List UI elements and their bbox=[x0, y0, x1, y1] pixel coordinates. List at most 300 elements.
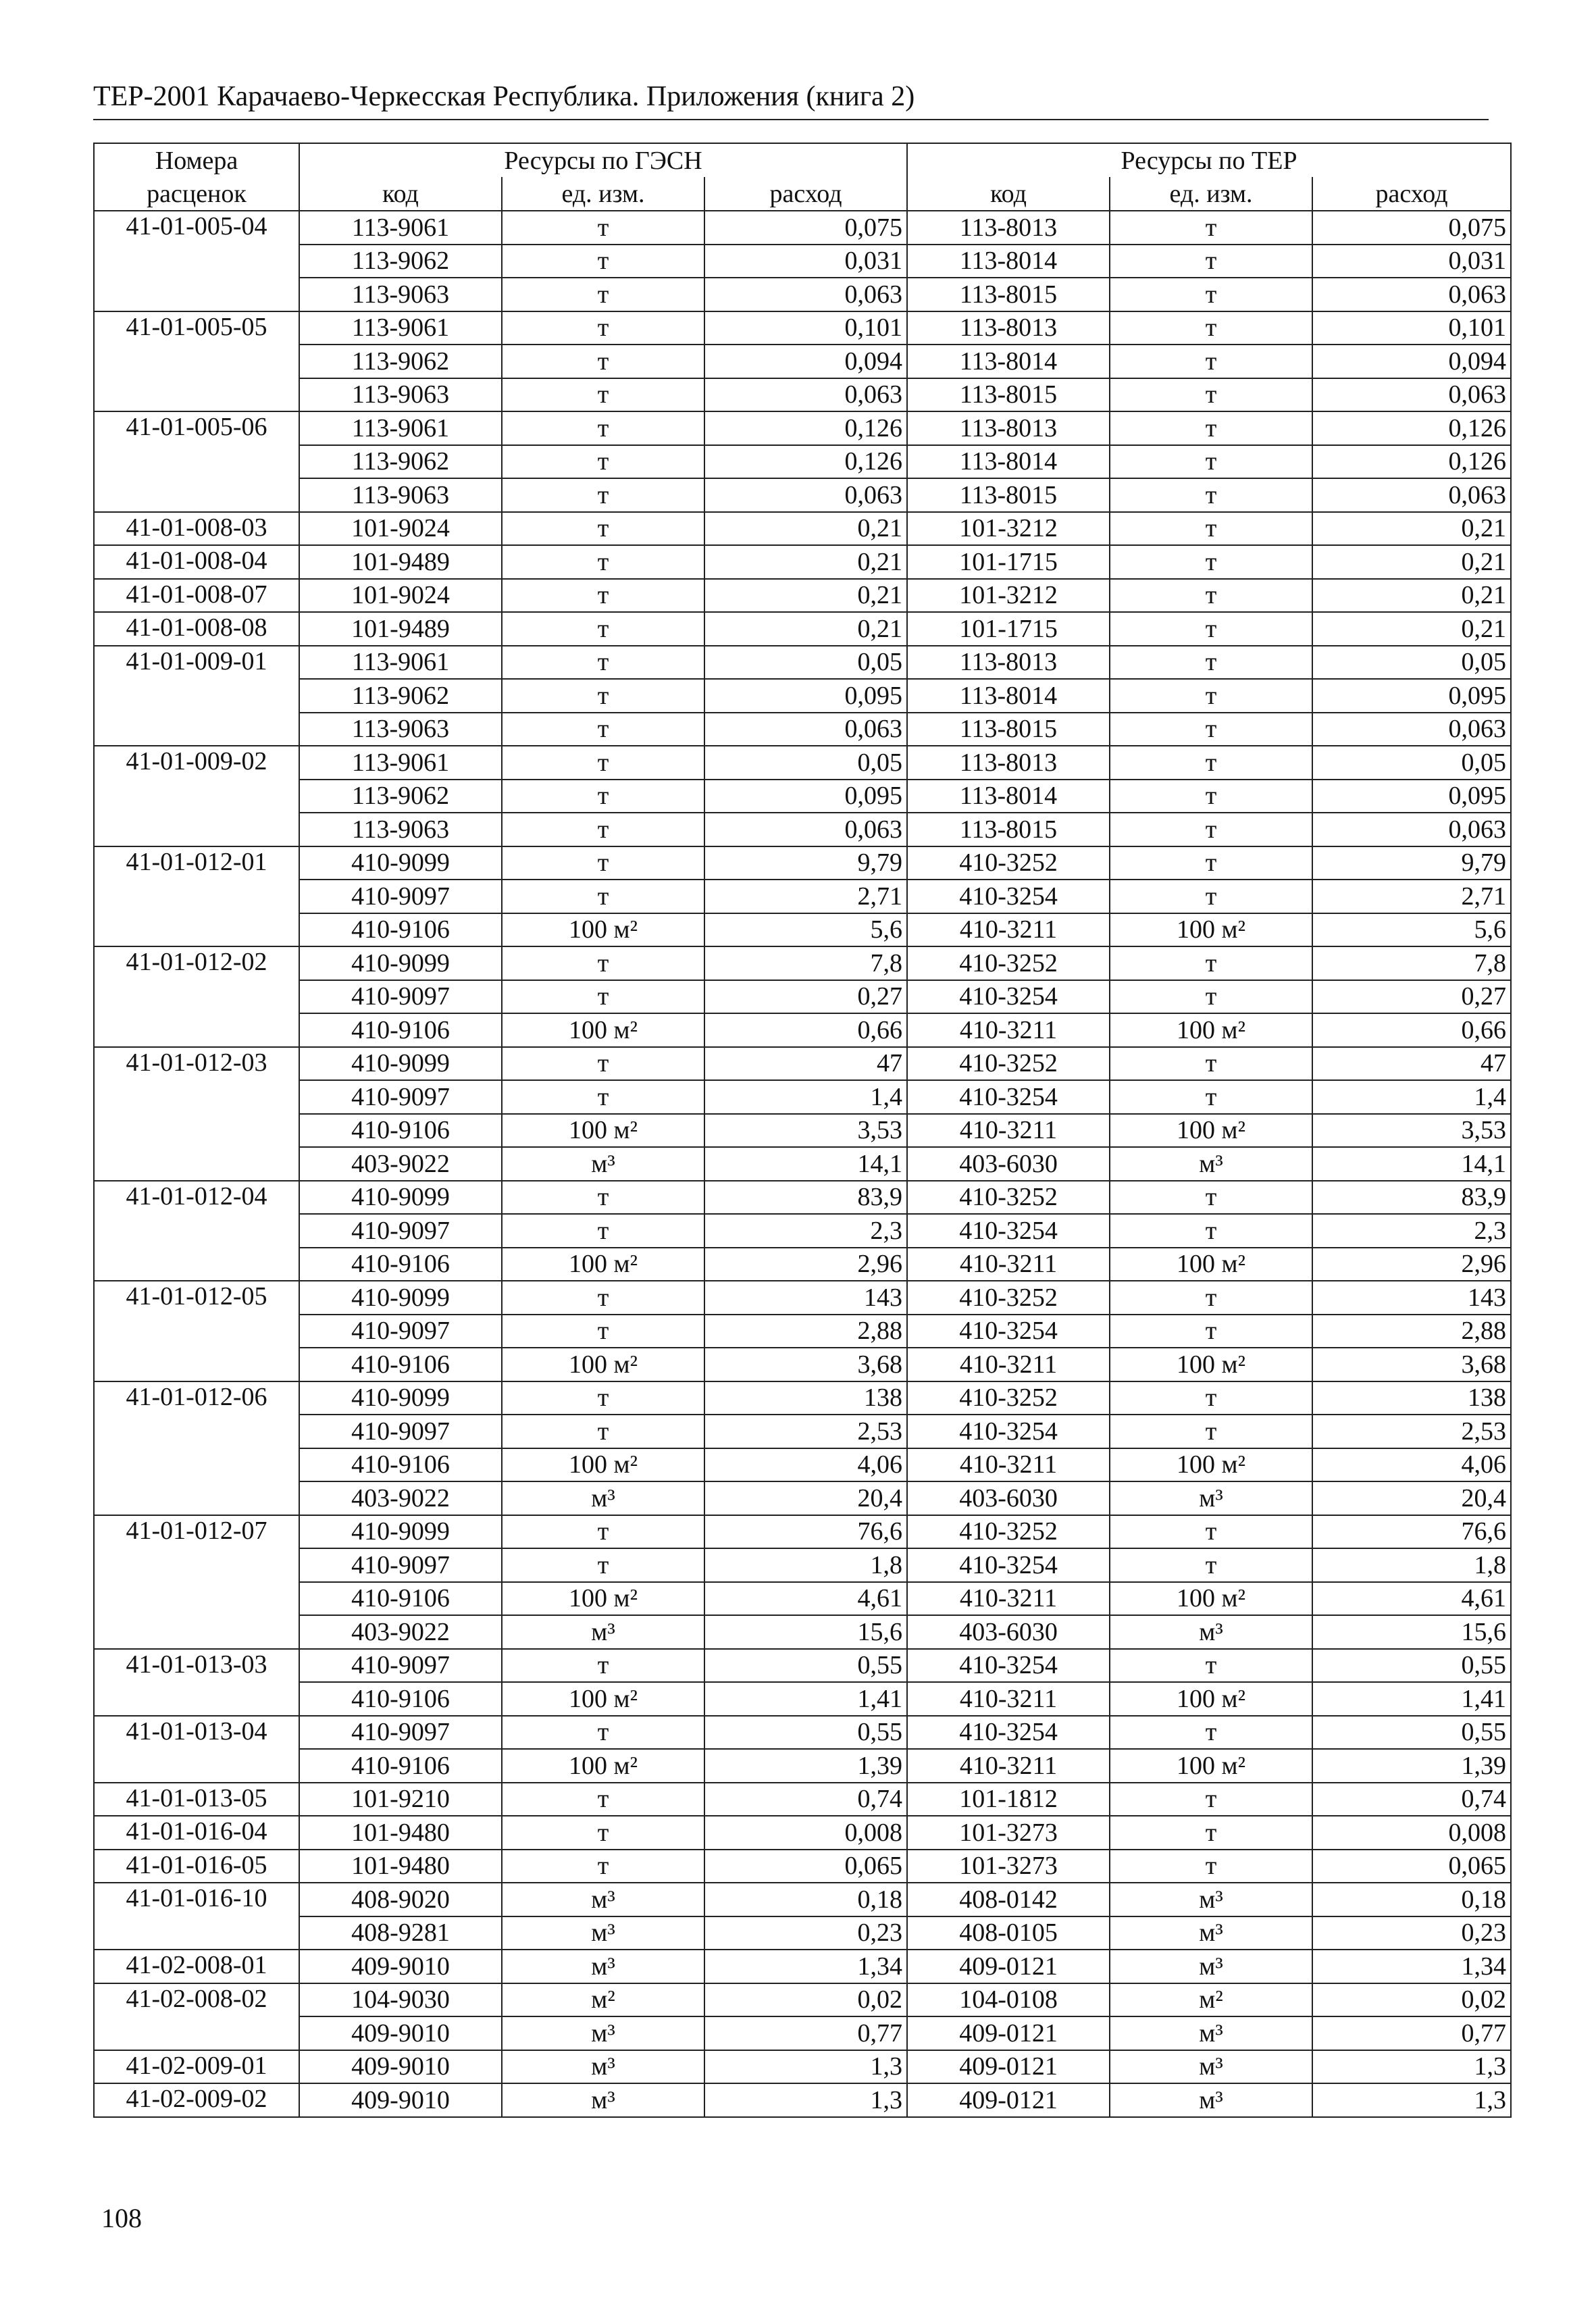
ter-unit-cell: т bbox=[1110, 1816, 1312, 1850]
table-row bbox=[94, 612, 1511, 646]
ter-unit-cell: т bbox=[1110, 612, 1312, 646]
ter-code-cell: 113-8015 bbox=[907, 713, 1110, 746]
table-row bbox=[94, 780, 1511, 813]
ter-code-cell: 410-3254 bbox=[907, 1415, 1110, 1448]
gesn-unit-cell: т bbox=[502, 378, 704, 412]
table-row bbox=[94, 1080, 1511, 1114]
ter-consumption-cell: 1,4 bbox=[1312, 1080, 1511, 1114]
table-row bbox=[94, 1749, 1511, 1783]
table-row bbox=[94, 646, 1511, 680]
table-row bbox=[94, 813, 1511, 846]
rate-number-cell: 41-01-008-04 bbox=[94, 545, 299, 579]
rate-number-cell: 41-01-012-05 bbox=[94, 1281, 299, 1381]
ter-unit-cell: т bbox=[1110, 946, 1312, 980]
ter-unit-cell: т bbox=[1110, 311, 1312, 345]
gesn-unit-cell: т bbox=[502, 1515, 704, 1549]
gesn-code-cell: 410-9099 bbox=[299, 1281, 502, 1315]
ter-code-cell: 410-3211 bbox=[907, 1749, 1110, 1783]
gesn-unit-cell: т bbox=[502, 211, 704, 245]
gesn-consumption-cell: 0,21 bbox=[704, 579, 907, 613]
ter-consumption-cell: 3,68 bbox=[1312, 1348, 1511, 1381]
ter-code-cell: 113-8014 bbox=[907, 245, 1110, 278]
ter-consumption-cell: 0,55 bbox=[1312, 1649, 1511, 1683]
gesn-consumption-cell: 0,065 bbox=[704, 1850, 907, 1883]
ter-code-cell: 410-3211 bbox=[907, 1013, 1110, 1047]
gesn-consumption-cell: 0,23 bbox=[704, 1916, 907, 1950]
ter-code-cell: 113-8013 bbox=[907, 646, 1110, 680]
ter-unit-cell: т bbox=[1110, 679, 1312, 713]
ter-unit-cell: 100 м² bbox=[1110, 1114, 1312, 1148]
gesn-code-cell: 101-9480 bbox=[299, 1816, 502, 1850]
ter-code-cell: 410-3254 bbox=[907, 1649, 1110, 1683]
table-row bbox=[94, 1649, 1511, 1683]
gesn-unit-cell: 100 м² bbox=[502, 1348, 704, 1381]
gesn-consumption-cell: 83,9 bbox=[704, 1181, 907, 1215]
ter-unit-cell: т bbox=[1110, 1716, 1312, 1750]
gesn-code-cell: 101-9210 bbox=[299, 1783, 502, 1816]
ter-unit-cell: т bbox=[1110, 1850, 1312, 1883]
gesn-unit-cell: т bbox=[502, 1047, 704, 1081]
gesn-consumption-cell: 0,063 bbox=[704, 278, 907, 311]
gesn-unit-cell: м³ bbox=[502, 1916, 704, 1950]
ter-code-cell: 113-8013 bbox=[907, 746, 1110, 780]
gesn-unit-cell: т bbox=[502, 880, 704, 913]
ter-code-cell: 113-8013 bbox=[907, 211, 1110, 245]
gesn-code-cell: 113-9063 bbox=[299, 278, 502, 311]
ter-consumption-cell: 0,21 bbox=[1312, 579, 1511, 613]
gesn-code-cell: 113-9063 bbox=[299, 478, 502, 512]
ter-consumption-cell: 4,06 bbox=[1312, 1448, 1511, 1482]
ter-unit-cell: т bbox=[1110, 478, 1312, 512]
ter-consumption-cell: 4,61 bbox=[1312, 1582, 1511, 1616]
gesn-unit-cell: т bbox=[502, 780, 704, 813]
ter-unit-cell: 100 м² bbox=[1110, 1749, 1312, 1783]
gesn-unit-cell: т bbox=[502, 1850, 704, 1883]
table-row bbox=[94, 946, 1511, 980]
ter-consumption-cell: 0,21 bbox=[1312, 545, 1511, 579]
gesn-consumption-cell: 0,031 bbox=[704, 245, 907, 278]
table-row bbox=[94, 1481, 1511, 1515]
ter-consumption-cell: 0,77 bbox=[1312, 2016, 1511, 2050]
ter-unit-cell: т bbox=[1110, 813, 1312, 846]
table-row bbox=[94, 512, 1511, 546]
rate-number-cell: 41-01-008-03 bbox=[94, 512, 299, 546]
ter-unit-cell: т bbox=[1110, 512, 1312, 546]
gesn-unit-cell: т bbox=[502, 411, 704, 445]
gesn-code-cell: 403-9022 bbox=[299, 1147, 502, 1181]
ter-code-cell: 409-0121 bbox=[907, 2083, 1110, 2117]
ter-unit-cell: т bbox=[1110, 579, 1312, 613]
gesn-code-cell: 113-9061 bbox=[299, 211, 502, 245]
gesn-code-cell: 410-9097 bbox=[299, 880, 502, 913]
gesn-unit-cell: т bbox=[502, 1548, 704, 1582]
ter-unit-cell: т bbox=[1110, 411, 1312, 445]
ter-consumption-cell: 0,075 bbox=[1312, 211, 1511, 245]
gesn-consumption-cell: 138 bbox=[704, 1381, 907, 1415]
gesn-code-cell: 410-9106 bbox=[299, 1582, 502, 1616]
gesn-consumption-cell: 15,6 bbox=[704, 1615, 907, 1649]
ter-unit-cell: т bbox=[1110, 445, 1312, 479]
ter-code-cell: 410-3254 bbox=[907, 1716, 1110, 1750]
rates-column-header: Номера bbox=[94, 143, 299, 177]
gesn-consumption-cell: 0,21 bbox=[704, 512, 907, 546]
ter-consumption-cell: 0,23 bbox=[1312, 1916, 1511, 1950]
ter-code-cell: 410-3211 bbox=[907, 1448, 1110, 1482]
ter-consumption-cell: 1,3 bbox=[1312, 2083, 1511, 2117]
gesn-consumption-cell: 3,53 bbox=[704, 1114, 907, 1148]
ter-unit-cell: м³ bbox=[1110, 1481, 1312, 1515]
ter-code-cell: 113-8015 bbox=[907, 478, 1110, 512]
table-row bbox=[94, 1682, 1511, 1716]
gesn-consumption-cell: 0,063 bbox=[704, 378, 907, 412]
gesn-consumption-cell: 0,126 bbox=[704, 445, 907, 479]
ter-unit-cell: т bbox=[1110, 1649, 1312, 1683]
gesn-unit-cell: т bbox=[502, 1080, 704, 1114]
rate-number-cell: 41-01-013-03 bbox=[94, 1649, 299, 1716]
gesn-consumption-cell: 3,68 bbox=[704, 1348, 907, 1381]
ter-code-cell: 104-0108 bbox=[907, 1983, 1110, 2017]
ter-unit-cell: м³ bbox=[1110, 1950, 1312, 1983]
ter-consumption-cell: 0,095 bbox=[1312, 679, 1511, 713]
table-row bbox=[94, 880, 1511, 913]
rate-number-cell: 41-01-016-04 bbox=[94, 1816, 299, 1850]
gesn-unit-cell: т bbox=[502, 1783, 704, 1816]
table-row bbox=[94, 211, 1511, 245]
ter-code-cell: 409-0121 bbox=[907, 1950, 1110, 1983]
table-row bbox=[94, 1281, 1511, 1315]
gesn-unit-cell: т bbox=[502, 545, 704, 579]
table-row bbox=[94, 1248, 1511, 1281]
gesn-group-header: Ресурсы по ГЭСН bbox=[299, 143, 907, 177]
ter-consumption-cell: 0,065 bbox=[1312, 1850, 1511, 1883]
gesn-unit-cell: м³ bbox=[502, 1950, 704, 1983]
gesn-consumption-cell: 143 bbox=[704, 1281, 907, 1315]
gesn-consumption-cell: 2,53 bbox=[704, 1415, 907, 1448]
gesn-code-cell: 410-9106 bbox=[299, 1348, 502, 1381]
gesn-unit-cell: м³ bbox=[502, 1481, 704, 1515]
gesn-code-cell: 410-9106 bbox=[299, 913, 502, 947]
rates-column-header-line2: расценок bbox=[94, 177, 299, 211]
ter-code-cell: 410-3252 bbox=[907, 1047, 1110, 1081]
gesn-code-cell: 113-9063 bbox=[299, 813, 502, 846]
ter-unit-cell: 100 м² bbox=[1110, 1013, 1312, 1047]
gesn-unit-cell: м³ bbox=[502, 2050, 704, 2084]
table-row bbox=[94, 1214, 1511, 1248]
gesn-code-cell: 410-9106 bbox=[299, 1114, 502, 1148]
gesn-unit-cell: т bbox=[502, 1181, 704, 1215]
ter-consumption-cell: 0,05 bbox=[1312, 746, 1511, 780]
gesn-unit-cell: т bbox=[502, 846, 704, 880]
ter-code-cell: 101-3273 bbox=[907, 1850, 1110, 1883]
table-row bbox=[94, 1181, 1511, 1215]
ter-code-cell: 101-3212 bbox=[907, 512, 1110, 546]
ter-unit-cell: т bbox=[1110, 880, 1312, 913]
gesn-code-cell: 410-9099 bbox=[299, 846, 502, 880]
gesn-consumption-cell: 0,063 bbox=[704, 713, 907, 746]
gesn-code-cell: 410-9106 bbox=[299, 1013, 502, 1047]
ter-code-cell: 113-8014 bbox=[907, 445, 1110, 479]
table-row bbox=[94, 846, 1511, 880]
gesn-unit-cell: м³ bbox=[502, 1615, 704, 1649]
gesn-code-cell: 410-9097 bbox=[299, 980, 502, 1014]
gesn-code-cell: 409-9010 bbox=[299, 2016, 502, 2050]
ter-code-cell: 409-0121 bbox=[907, 2016, 1110, 2050]
gesn-consumption-cell: 2,88 bbox=[704, 1315, 907, 1348]
gesn-code-cell: 409-9010 bbox=[299, 1950, 502, 1983]
ter-consumption-cell: 0,063 bbox=[1312, 478, 1511, 512]
resources-table bbox=[93, 143, 1512, 2118]
ter-unit-cell: т bbox=[1110, 780, 1312, 813]
ter-code-cell: 409-0121 bbox=[907, 2050, 1110, 2084]
gesn-code-cell: 403-9022 bbox=[299, 1481, 502, 1515]
gesn-unit-cell: т bbox=[502, 746, 704, 780]
ter-code-cell: 403-6030 bbox=[907, 1615, 1110, 1649]
gesn-code-cell: 101-9480 bbox=[299, 1850, 502, 1883]
rate-number-cell: 41-01-005-06 bbox=[94, 411, 299, 512]
ter-consumption-cell: 0,063 bbox=[1312, 278, 1511, 311]
rate-number-cell: 41-01-008-08 bbox=[94, 612, 299, 646]
ter-consumption-cell: 0,27 bbox=[1312, 980, 1511, 1014]
gesn-code-cell: 410-9106 bbox=[299, 1682, 502, 1716]
table-row bbox=[94, 378, 1511, 412]
gesn-code-cell: 409-9010 bbox=[299, 2083, 502, 2117]
ter-unit-cell: т bbox=[1110, 1515, 1312, 1549]
table-row bbox=[94, 278, 1511, 311]
ter-code-cell: 113-8015 bbox=[907, 813, 1110, 846]
gesn-consumption-cell: 0,075 bbox=[704, 211, 907, 245]
gesn-consumption-cell: 0,008 bbox=[704, 1816, 907, 1850]
gesn-consumption-cell: 0,55 bbox=[704, 1716, 907, 1750]
rate-number-cell: 41-01-005-05 bbox=[94, 311, 299, 412]
table-row bbox=[94, 2016, 1511, 2050]
rate-number-cell: 41-01-012-04 bbox=[94, 1181, 299, 1281]
table-row bbox=[94, 1883, 1511, 1916]
page-header-title: ТЕР-2001 Карачаево-Черкесская Республика. Приложения (книга 2) bbox=[93, 81, 915, 112]
gesn-consumption-cell: 2,3 bbox=[704, 1214, 907, 1248]
rate-number-cell: 41-01-012-07 bbox=[94, 1515, 299, 1649]
ter-unit-cell: т bbox=[1110, 245, 1312, 278]
gesn-code-cell: 410-9097 bbox=[299, 1214, 502, 1248]
gesn-consumption-cell: 0,094 bbox=[704, 345, 907, 378]
ter-consumption-cell: 0,05 bbox=[1312, 646, 1511, 680]
gesn-code-cell: 409-9010 bbox=[299, 2050, 502, 2084]
table-row bbox=[94, 1448, 1511, 1482]
ter-code-header: код bbox=[907, 177, 1110, 211]
gesn-consumption-cell: 0,063 bbox=[704, 813, 907, 846]
table-row bbox=[94, 245, 1511, 278]
ter-code-cell: 403-6030 bbox=[907, 1147, 1110, 1181]
table-row bbox=[94, 478, 1511, 512]
ter-unit-cell: м³ bbox=[1110, 1147, 1312, 1181]
ter-consumption-cell: 0,063 bbox=[1312, 713, 1511, 746]
ter-code-cell: 410-3254 bbox=[907, 1080, 1110, 1114]
table-row bbox=[94, 311, 1511, 345]
ter-code-cell: 113-8014 bbox=[907, 345, 1110, 378]
ter-code-cell: 113-8015 bbox=[907, 378, 1110, 412]
gesn-consumption-cell: 0,05 bbox=[704, 746, 907, 780]
ter-unit-cell: т bbox=[1110, 980, 1312, 1014]
ter-consumption-cell: 0,126 bbox=[1312, 411, 1511, 445]
ter-consumption-cell: 0,063 bbox=[1312, 378, 1511, 412]
ter-consumption-cell: 0,02 bbox=[1312, 1983, 1511, 2017]
ter-code-cell: 410-3252 bbox=[907, 1181, 1110, 1215]
ter-code-cell: 410-3252 bbox=[907, 1281, 1110, 1315]
gesn-consumption-cell: 2,71 bbox=[704, 880, 907, 913]
rate-number-cell: 41-01-012-03 bbox=[94, 1047, 299, 1181]
gesn-code-cell: 113-9062 bbox=[299, 245, 502, 278]
table-row bbox=[94, 679, 1511, 713]
rate-number-cell: 41-01-012-01 bbox=[94, 846, 299, 947]
gesn-code-cell: 403-9022 bbox=[299, 1615, 502, 1649]
table-row bbox=[94, 1850, 1511, 1883]
table-row bbox=[94, 913, 1511, 947]
ter-unit-cell: т bbox=[1110, 1315, 1312, 1348]
gesn-code-cell: 101-9489 bbox=[299, 545, 502, 579]
gesn-code-cell: 113-9061 bbox=[299, 411, 502, 445]
ter-unit-cell: т bbox=[1110, 278, 1312, 311]
table-row bbox=[94, 1950, 1511, 1983]
ter-code-cell: 408-0105 bbox=[907, 1916, 1110, 1950]
table-body bbox=[94, 211, 1511, 2117]
gesn-code-cell: 113-9061 bbox=[299, 646, 502, 680]
ter-unit-cell: т bbox=[1110, 1783, 1312, 1816]
ter-consumption-cell: 1,39 bbox=[1312, 1749, 1511, 1783]
gesn-consumption-cell: 0,66 bbox=[704, 1013, 907, 1047]
gesn-consumption-cell: 0,101 bbox=[704, 311, 907, 345]
table-row bbox=[94, 1916, 1511, 1950]
table-row bbox=[94, 1381, 1511, 1415]
ter-code-cell: 410-3254 bbox=[907, 1548, 1110, 1582]
ter-code-cell: 410-3254 bbox=[907, 880, 1110, 913]
gesn-consumption-cell: 20,4 bbox=[704, 1481, 907, 1515]
gesn-consumption-cell: 2,96 bbox=[704, 1248, 907, 1281]
gesn-code-cell: 410-9099 bbox=[299, 1181, 502, 1215]
gesn-code-cell: 410-9097 bbox=[299, 1415, 502, 1448]
ter-unit-cell: 100 м² bbox=[1110, 1682, 1312, 1716]
gesn-unit-cell: т bbox=[502, 512, 704, 546]
gesn-consumption-cell: 0,095 bbox=[704, 780, 907, 813]
gesn-code-cell: 101-9489 bbox=[299, 612, 502, 646]
gesn-code-cell: 113-9062 bbox=[299, 345, 502, 378]
gesn-unit-cell: т bbox=[502, 1281, 704, 1315]
gesn-unit-cell: т bbox=[502, 980, 704, 1014]
gesn-consumption-cell: 0,02 bbox=[704, 1983, 907, 2017]
gesn-consumption-cell: 0,126 bbox=[704, 411, 907, 445]
ter-unit-cell: т bbox=[1110, 646, 1312, 680]
gesn-unit-cell: т bbox=[502, 1716, 704, 1750]
gesn-consumption-cell: 1,34 bbox=[704, 1950, 907, 1983]
ter-consumption-cell: 2,53 bbox=[1312, 1415, 1511, 1448]
table-row bbox=[94, 1615, 1511, 1649]
gesn-unit-cell: т bbox=[502, 1649, 704, 1683]
gesn-consumption-cell: 1,3 bbox=[704, 2050, 907, 2084]
ter-consumption-cell: 0,66 bbox=[1312, 1013, 1511, 1047]
table-header-row-2 bbox=[94, 177, 1511, 211]
ter-consumption-cell: 0,21 bbox=[1312, 512, 1511, 546]
rate-number-cell: 41-01-009-02 bbox=[94, 746, 299, 846]
ter-unit-cell: т bbox=[1110, 1548, 1312, 1582]
table-row bbox=[94, 980, 1511, 1014]
gesn-code-cell: 410-9106 bbox=[299, 1248, 502, 1281]
gesn-unit-cell: м³ bbox=[502, 2016, 704, 2050]
gesn-code-cell: 113-9061 bbox=[299, 746, 502, 780]
gesn-unit-cell: 100 м² bbox=[502, 1448, 704, 1482]
ter-unit-cell: т bbox=[1110, 345, 1312, 378]
ter-unit-cell: т bbox=[1110, 1381, 1312, 1415]
ter-consumption-cell: 138 bbox=[1312, 1381, 1511, 1415]
gesn-unit-cell: т bbox=[502, 245, 704, 278]
page-number: 108 bbox=[101, 2203, 142, 2233]
ter-unit-cell: т bbox=[1110, 846, 1312, 880]
table-row bbox=[94, 1548, 1511, 1582]
ter-unit-cell: т bbox=[1110, 378, 1312, 412]
ter-code-cell: 410-3252 bbox=[907, 946, 1110, 980]
gesn-consumption-cell: 0,21 bbox=[704, 545, 907, 579]
gesn-unit-cell: 100 м² bbox=[502, 1582, 704, 1616]
ter-code-cell: 410-3252 bbox=[907, 846, 1110, 880]
ter-unit-cell: м³ bbox=[1110, 2016, 1312, 2050]
ter-consumption-cell: 1,3 bbox=[1312, 2050, 1511, 2084]
ter-code-cell: 410-3252 bbox=[907, 1381, 1110, 1415]
ter-code-cell: 410-3211 bbox=[907, 1582, 1110, 1616]
table-row bbox=[94, 2083, 1511, 2117]
ter-unit-cell: м³ bbox=[1110, 2050, 1312, 2084]
rate-number-cell: 41-01-016-10 bbox=[94, 1883, 299, 1950]
gesn-consumption-cell: 5,6 bbox=[704, 913, 907, 947]
rate-number-cell: 41-01-013-05 bbox=[94, 1783, 299, 1816]
table-row bbox=[94, 345, 1511, 378]
table-row bbox=[94, 1783, 1511, 1816]
ter-consumption-cell: 1,41 bbox=[1312, 1682, 1511, 1716]
table-row bbox=[94, 1147, 1511, 1181]
gesn-unit-cell: 100 м² bbox=[502, 1749, 704, 1783]
ter-code-cell: 410-3254 bbox=[907, 980, 1110, 1014]
gesn-unit-cell: т bbox=[502, 1816, 704, 1850]
gesn-code-cell: 101-9024 bbox=[299, 579, 502, 613]
gesn-consumption-cell: 0,05 bbox=[704, 646, 907, 680]
ter-consumption-cell: 0,126 bbox=[1312, 445, 1511, 479]
ter-consumption-cell: 2,3 bbox=[1312, 1214, 1511, 1248]
gesn-consumption-cell: 1,41 bbox=[704, 1682, 907, 1716]
ter-consumption-cell: 15,6 bbox=[1312, 1615, 1511, 1649]
ter-code-cell: 101-3273 bbox=[907, 1816, 1110, 1850]
gesn-unit-cell: т bbox=[502, 345, 704, 378]
ter-consumption-cell: 0,18 bbox=[1312, 1883, 1511, 1916]
ter-consumption-cell: 1,34 bbox=[1312, 1950, 1511, 1983]
table-row bbox=[94, 1515, 1511, 1549]
ter-code-cell: 101-3212 bbox=[907, 579, 1110, 613]
gesn-code-cell: 408-9020 bbox=[299, 1883, 502, 1916]
ter-unit-cell: т bbox=[1110, 1281, 1312, 1315]
ter-code-cell: 410-3211 bbox=[907, 1248, 1110, 1281]
ter-code-cell: 113-8015 bbox=[907, 278, 1110, 311]
gesn-consumption-cell: 0,095 bbox=[704, 679, 907, 713]
ter-code-cell: 410-3211 bbox=[907, 1348, 1110, 1381]
header-divider bbox=[93, 119, 1489, 120]
ter-unit-cell: м³ bbox=[1110, 1883, 1312, 1916]
ter-code-cell: 410-3211 bbox=[907, 1114, 1110, 1148]
ter-unit-header: ед. изм. bbox=[1110, 177, 1312, 211]
ter-code-cell: 410-3211 bbox=[907, 913, 1110, 947]
ter-consumption-cell: 0,094 bbox=[1312, 345, 1511, 378]
ter-consumption-cell: 2,71 bbox=[1312, 880, 1511, 913]
ter-code-cell: 101-1715 bbox=[907, 612, 1110, 646]
ter-consumption-cell: 0,063 bbox=[1312, 813, 1511, 846]
table-row bbox=[94, 445, 1511, 479]
ter-consumption-cell: 76,6 bbox=[1312, 1515, 1511, 1549]
gesn-unit-cell: м³ bbox=[502, 1883, 704, 1916]
gesn-code-cell: 410-9097 bbox=[299, 1315, 502, 1348]
